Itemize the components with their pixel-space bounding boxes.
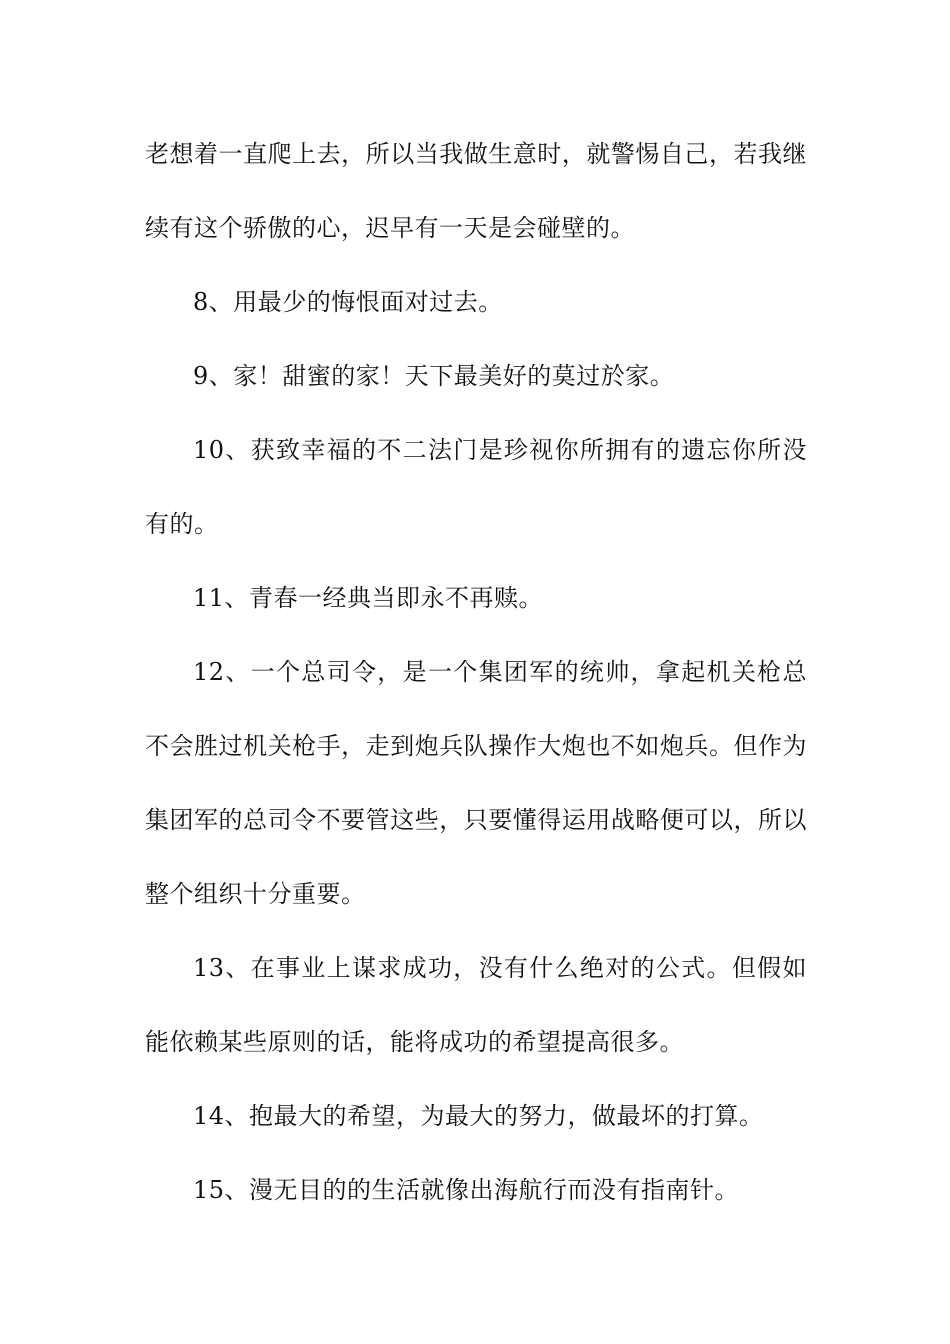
paragraph-continuation: 老想着一直爬上去，所以当我做生意时，就警惕自己，若我继续有这个骄傲的心，迟早有一天是会碰壁的。 bbox=[145, 140, 807, 242]
paragraph-quote-9: 9、家！甜蜜的家！天下最美好的莫过於家。 bbox=[193, 362, 675, 390]
paragraph-quote-8: 8、用最少的悔恨面对过去。 bbox=[193, 288, 503, 316]
paragraph-quote-15: 15、漫无目的的生活就像出海航行而没有指南针。 bbox=[193, 1176, 740, 1204]
paragraph-quote-14: 14、抱最大的希望，为最大的努力，做最坏的打算。 bbox=[193, 1102, 764, 1130]
document-body bbox=[145, 117, 807, 1227]
paragraph-quote-12: 12、一个总司令，是一个集团军的统帅，拿起机关枪总不会胜过机关枪手，走到炮兵队操作大炮也不如炮兵。但作为集团军的总司令不要管这些，只要懂得运用战略便可以，所以整个组织十分重要。 bbox=[145, 658, 807, 908]
paragraph-quote-13: 13、在事业上谋求成功，没有什么绝对的公式。但假如能依赖某些原则的话，能将成功的希望提高很多。 bbox=[145, 954, 807, 1056]
paragraph-quote-10: 10、获致幸福的不二法门是珍视你所拥有的遗忘你所没有的。 bbox=[145, 436, 807, 538]
paragraph-quote-11: 11、青春一经典当即永不再赎。 bbox=[193, 584, 544, 612]
